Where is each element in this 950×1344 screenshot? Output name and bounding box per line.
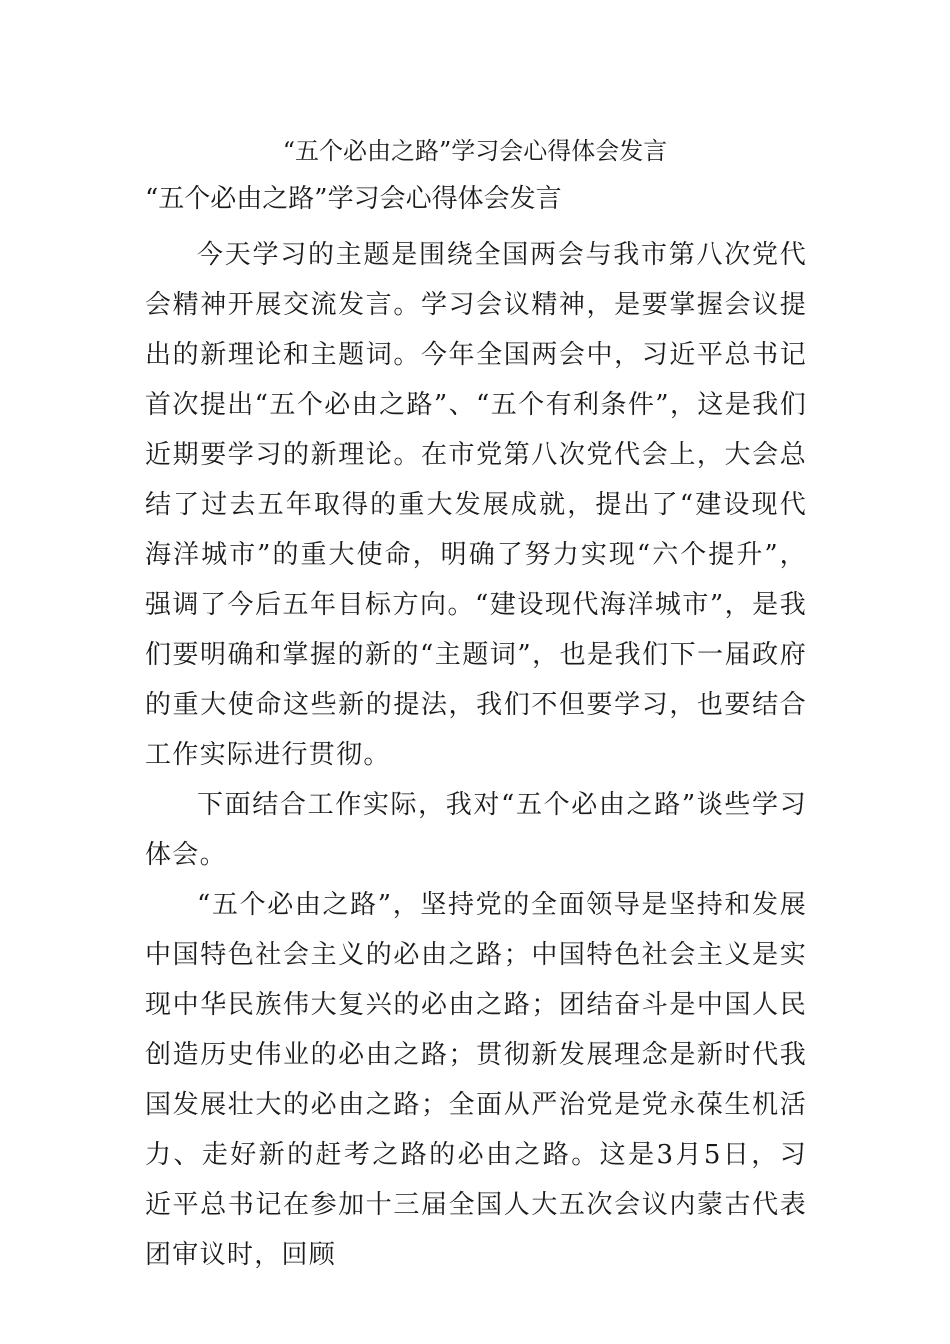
paragraph-transition: 下面结合工作实际，我对“五个必由之路”谈些学习体会。 xyxy=(145,790,807,870)
paragraph-intro: 今天学习的主题是围绕全国两会与我市第八次党代会精神开展交流发言。学习会议精神，是要掌握会议提出的新理论和主题词。今年全国两会中，习近平总书记首次提出“五个必由之路”、“五个有利条件”，这是我们近期要学习的新理论。在市党第八次党代会上，大会总结了过去五年取得的重大发展成就，提出了“建设现代海洋城市”的重大使命，明确了努力实现“六个提升”，强调了今后五年目标方向。“建设现代海洋城市”，是我们要明确和掌握的新的“主题词”，也是我们下一届政府的重大使命这些新的提法，我们不但要学习，也要结合工作实际进行贯彻。 xyxy=(145,240,807,770)
paragraph-five-paths: “五个必由之路”，坚持党的全面领导是坚持和发展中国特色社会主义的必由之路；中国特色社会主义是实现中华民族伟大复兴的必由之路；团结奋斗是中国人民创造历史伟业的必由之路；贯彻新发展理念是新时代我国发展壮大的必由之路；全面从严治党是党永葆生机活力、走好新的赶考之路的必由之路。这是3月5日，习近平总书记在参加十三届全国人大五次会议内蒙古代表团审议时，回顾 xyxy=(145,890,807,1270)
document-subtitle: “五个必由之路”学习会心得体会发言 xyxy=(145,184,562,214)
document-title: “五个必由之路”学习会心得体会发言 xyxy=(282,137,668,165)
document-body xyxy=(145,230,807,1280)
